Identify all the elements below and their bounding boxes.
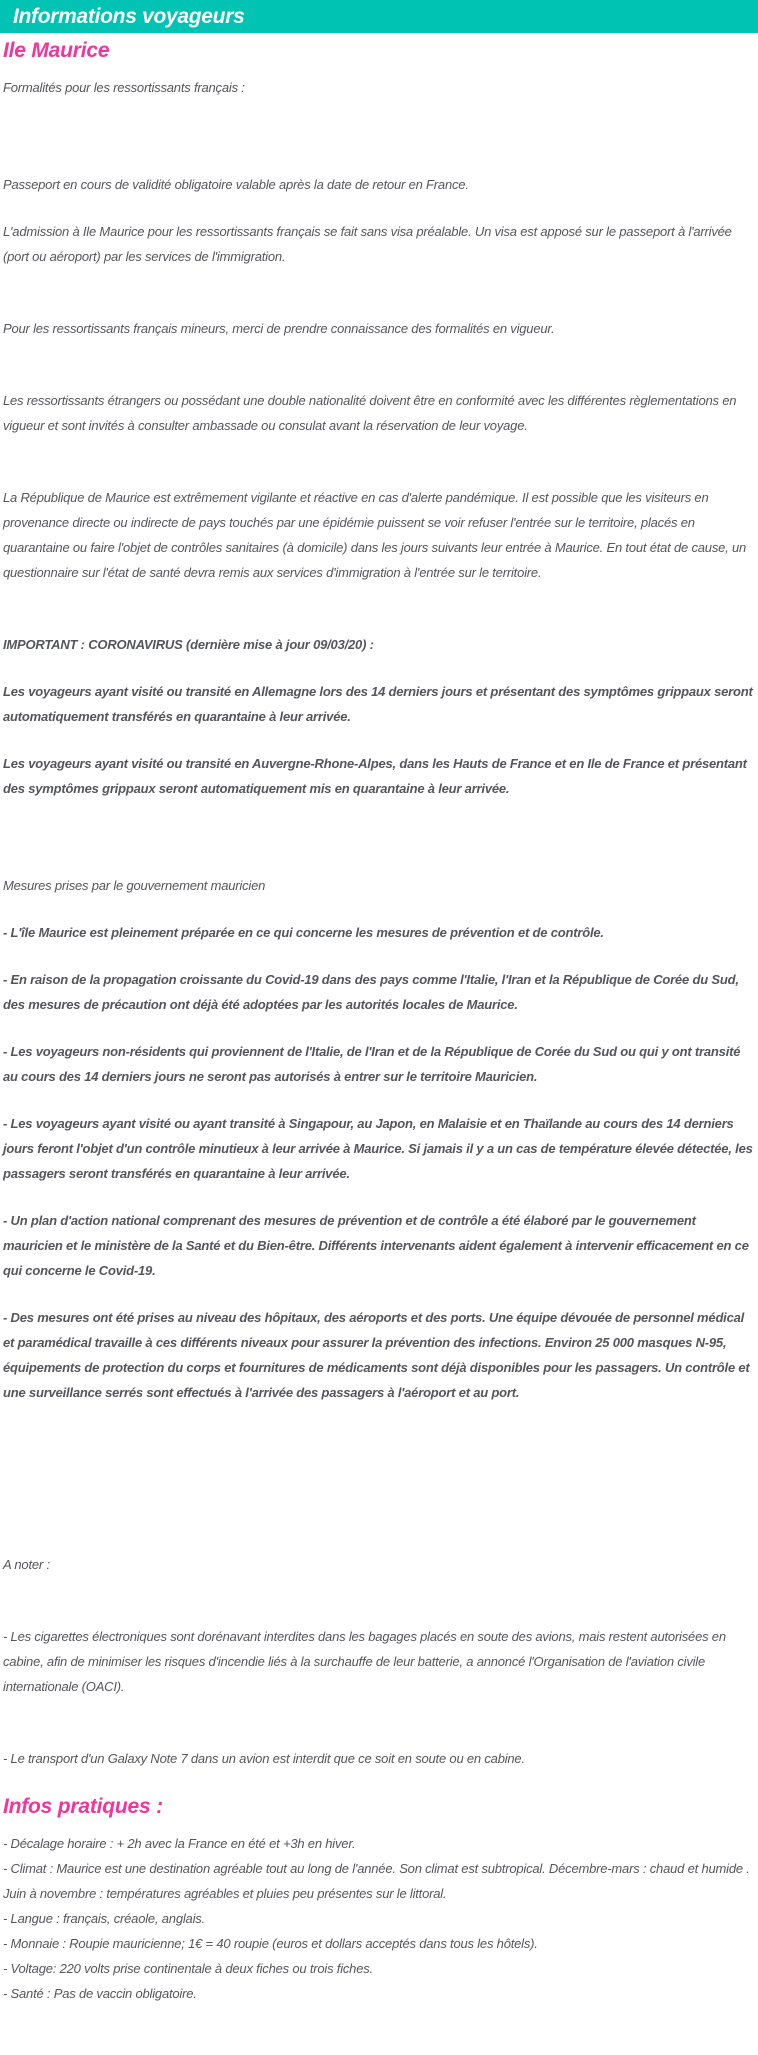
paragraph: - Les cigarettes électroniques sont dorénavant interdites dans les bagages placés en soute des avions, mais restent autorisées en cabine, afin de minimiser les risques d'incendie liés à la surchauffe de leur batterie, a annoncé l'Organisation de l'aviation civile internationale (OACI).	[3, 1629, 730, 1694]
paragraph-spacer	[3, 1452, 754, 1477]
paragraph: Les voyageurs ayant visité ou transité en Auvergne-Rhone-Alpes, dans les Hauts de France et en Ile de France et présentant des symptômes grippaux seront automatiquement mis en quarantaine à leur arrivée.	[3, 756, 751, 796]
paragraph: Pour les ressortissants français mineurs, merci de prendre connaissance des formalités en vigueur.	[3, 321, 555, 336]
document-content	[0, 39, 758, 2024]
paragraph-spacer	[3, 607, 754, 632]
paragraph: A noter :	[3, 1557, 50, 1572]
paragraph-spacer	[3, 1599, 754, 1624]
paragraph-spacer	[3, 1527, 754, 1552]
paragraph: - Climat : Maurice est une destination agréable tout au long de l'année. Son climat est subtropical. Décembre-mars : chaud et humide . Juin à novembre : températures agréables et pluies peu présentes sur le littoral.	[3, 1861, 754, 1901]
paragraph: - Décalage horaire : + 2h avec la France en été et +3h en hiver.	[3, 1836, 356, 1851]
paragraph-spacer	[3, 1721, 754, 1746]
paragraph-spacer	[3, 363, 754, 388]
paragraph: - Les voyageurs non-résidents qui proviennent de l'Italie, de l'Iran et de la République de Corée du Sud ou qui y ont transité au cours des 14 derniers jours ne seront pas autorisés à entrer sur le territoire Mauricien.	[3, 1044, 744, 1084]
paragraph: Les voyageurs ayant visité ou transité en Allemagne lors des 14 derniers jours et présentant des symptômes grippaux seront automatiquement transférés en quarantaine à leur arrivée.	[3, 684, 757, 724]
paragraph: IMPORTANT : CORONAVIRUS (dernière mise à jour 09/03/20) :	[3, 637, 374, 652]
paragraph-spacer	[3, 122, 754, 147]
paragraph: - Voltage: 220 volts prise continentale à deux fiches ou trois fiches.	[3, 1961, 373, 1976]
paragraph: L'admission à Ile Maurice pour les ressortissants français se fait sans visa préalable. Un visa est apposé sur le passeport à l'arrivée (port ou aéroport) par les services de l'immigration.	[3, 224, 736, 264]
paragraph: - Langue : français, créaole, anglais.	[3, 1911, 205, 1926]
paragraph-spacer	[3, 1502, 754, 1527]
paragraph-spacer	[3, 1427, 754, 1452]
destination-title: Ile Maurice	[3, 39, 110, 62]
paragraph-spacer	[3, 823, 754, 848]
paragraph: La République de Maurice est extrêmement vigilante et réactive en cas d'alerte pandémique. Il est possible que les visiteurs en provenance directe ou indirecte de pays touchés par une épidémie puissent se voir refuser l'entrée sur le territoire, placés en quarantaine ou faire l'objet de contrôles sanitaires (à domicile) dans les jours suivants leur entrée à Maurice. En tout état de cause, un questionnaire sur l'état de santé devra remis aux services d'immigration à l'entrée sur le territoire.	[3, 490, 750, 580]
paragraph-spacer	[3, 147, 754, 172]
paragraph: - Des mesures ont été prises au niveau des hôpitaux, des aéroports et des ports. Une équipe dévouée de personnel médical et paramédical travaille à ces différents niveaux pour assurer la prévention des infections. Environ 25 000 masques N-95, équipements de protection du corps et fournitures de médicaments sont déjà disponibles pour les passagers. Un contrôle et une surveillance serrés sont effectués à l'arrivée des passagers à l'aéroport et au port.	[3, 1310, 753, 1400]
paragraph-spacer	[3, 460, 754, 485]
page-header-bar	[0, 0, 758, 33]
paragraph: Formalités pour les ressortissants français :	[3, 80, 245, 95]
paragraph: - Santé : Pas de vaccin obligatoire.	[3, 1986, 197, 2001]
paragraph: - Les voyageurs ayant visité ou ayant transité à Singapour, au Japon, en Malaisie et en Thaïlande au cours des 14 derniers jours feront l'objet d'un contrôle minutieux à leur arrivée à Maurice. Si jamais il y a un cas de température élevée détectée, les passagers seront transférés en quarantaine à leur arrivée.	[3, 1116, 757, 1181]
paragraph: Mesures prises par le gouvernement mauricien	[3, 878, 266, 893]
paragraph: - En raison de la propagation croissante du Covid-19 dans des pays comme l'Italie, l'Iran et la République de Corée du Sud, des mesures de précaution ont déjà été adoptées par les autorités locales de Maurice.	[3, 972, 743, 1012]
paragraph: - Monnaie : Roupie mauricienne; 1€ = 40 roupie (euros et dollars acceptés dans tous les hôtels).	[3, 1936, 538, 1951]
paragraph-list	[3, 75, 757, 2006]
paragraph: - Un plan d'action national comprenant des mesures de prévention et de contrôle a été élaboré par le gouvernement mauricien et le ministère de la Santé et du Bien-être. Différents intervenants aident également à intervenir efficacement en ce qui concerne le Covid-19.	[3, 1213, 753, 1278]
paragraph-spacer	[3, 1477, 754, 1502]
paragraph: Les ressortissants étrangers ou possédant une double nationalité doivent être en conformité avec les différentes règlementations en vigueur et sont invités à consulter ambassade ou consulat avant la réservation de leur voyage.	[3, 393, 740, 433]
section-heading: Infos pratiques :	[3, 1795, 163, 1818]
paragraph: - L'île Maurice est pleinement préparée en ce qui concerne les mesures de prévention et de contrôle.	[3, 925, 604, 940]
paragraph-spacer	[3, 291, 754, 316]
paragraph: - Le transport d'un Galaxy Note 7 dans un avion est interdit que ce soit en soute ou en cabine.	[3, 1751, 525, 1766]
paragraph-spacer	[3, 848, 754, 873]
page-header-title: Informations voyageurs	[13, 4, 245, 28]
paragraph: Passeport en cours de validité obligatoire valable après la date de retour en France.	[3, 177, 469, 192]
